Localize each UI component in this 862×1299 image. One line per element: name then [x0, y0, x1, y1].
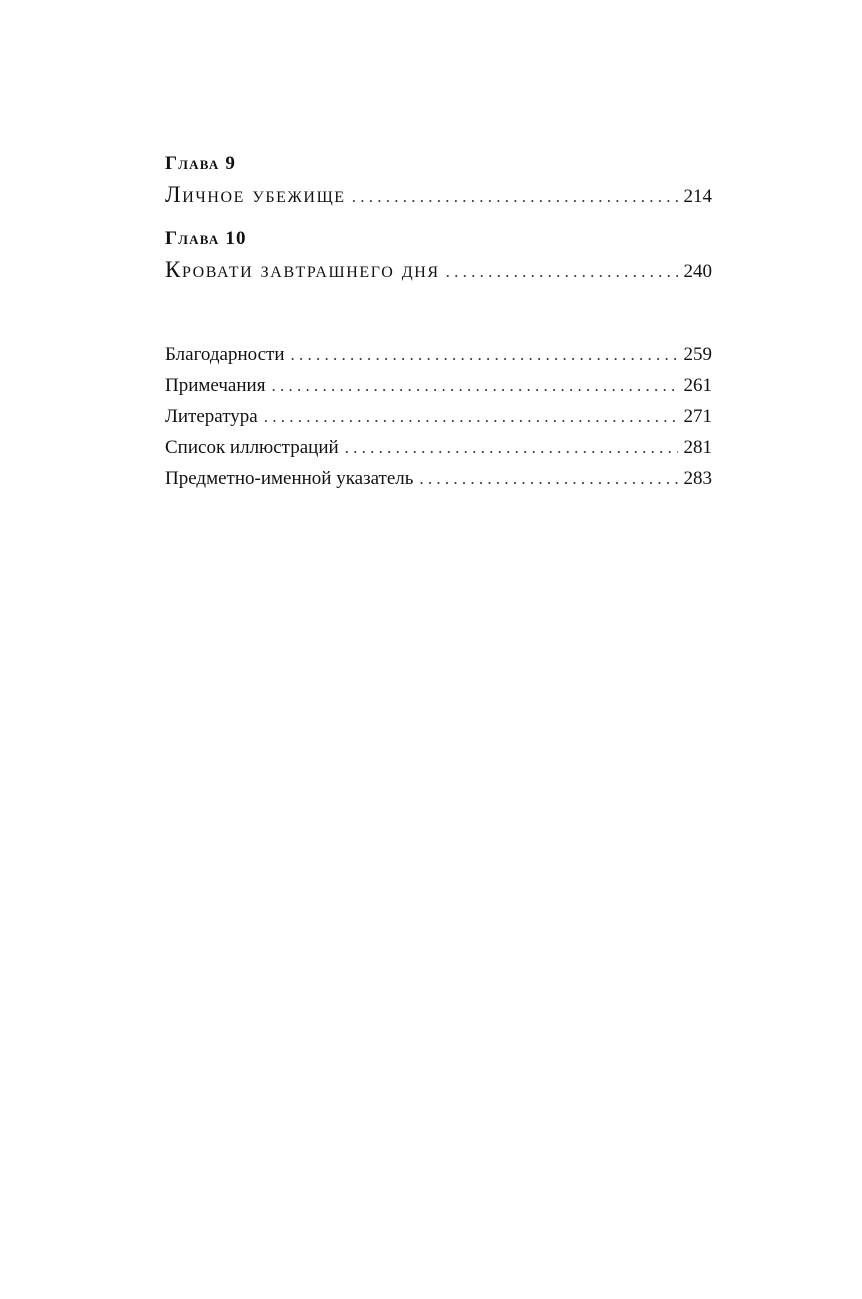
entry-title: Благодарности	[165, 344, 285, 365]
toc-entry[interactable]	[165, 180, 712, 210]
toc-entry-literature[interactable]	[165, 401, 712, 432]
page-number: 261	[683, 375, 712, 396]
toc-entry-acknowledgements[interactable]	[165, 339, 712, 370]
dot-leader	[271, 370, 677, 401]
page-number: 214	[683, 186, 712, 207]
entry-title: Предметно-именной указатель	[165, 468, 414, 489]
page-number: 283	[683, 468, 712, 489]
chapter-label: Глава 10	[165, 228, 247, 249]
toc-chapter-9	[165, 153, 712, 210]
table-of-contents	[165, 153, 712, 494]
back-matter-list	[165, 339, 712, 494]
page-number: 281	[683, 437, 712, 458]
chapter-label: Глава 9	[165, 153, 237, 174]
page-number: 259	[683, 344, 712, 365]
dot-leader	[264, 401, 678, 432]
dot-leader	[352, 187, 678, 207]
entry-title: Список иллюстраций	[165, 437, 339, 458]
entry-title: Примечания	[165, 375, 266, 396]
toc-entry-illustrations[interactable]	[165, 432, 712, 463]
toc-entry-index[interactable]	[165, 463, 712, 494]
section-divider-space	[165, 303, 712, 339]
entry-title: Литература	[165, 406, 258, 427]
page-number: 271	[683, 406, 712, 427]
chapter-title: Личное убежище	[165, 182, 346, 207]
chapter-title: Кровати завтрашнего дня	[165, 257, 440, 282]
toc-entry[interactable]	[165, 255, 712, 285]
dot-leader	[291, 339, 678, 370]
dot-leader	[446, 262, 678, 282]
toc-entry-notes[interactable]	[165, 370, 712, 401]
page-number: 240	[683, 261, 712, 282]
dot-leader	[419, 463, 677, 494]
dot-leader	[345, 432, 678, 463]
toc-chapter-10	[165, 228, 712, 285]
